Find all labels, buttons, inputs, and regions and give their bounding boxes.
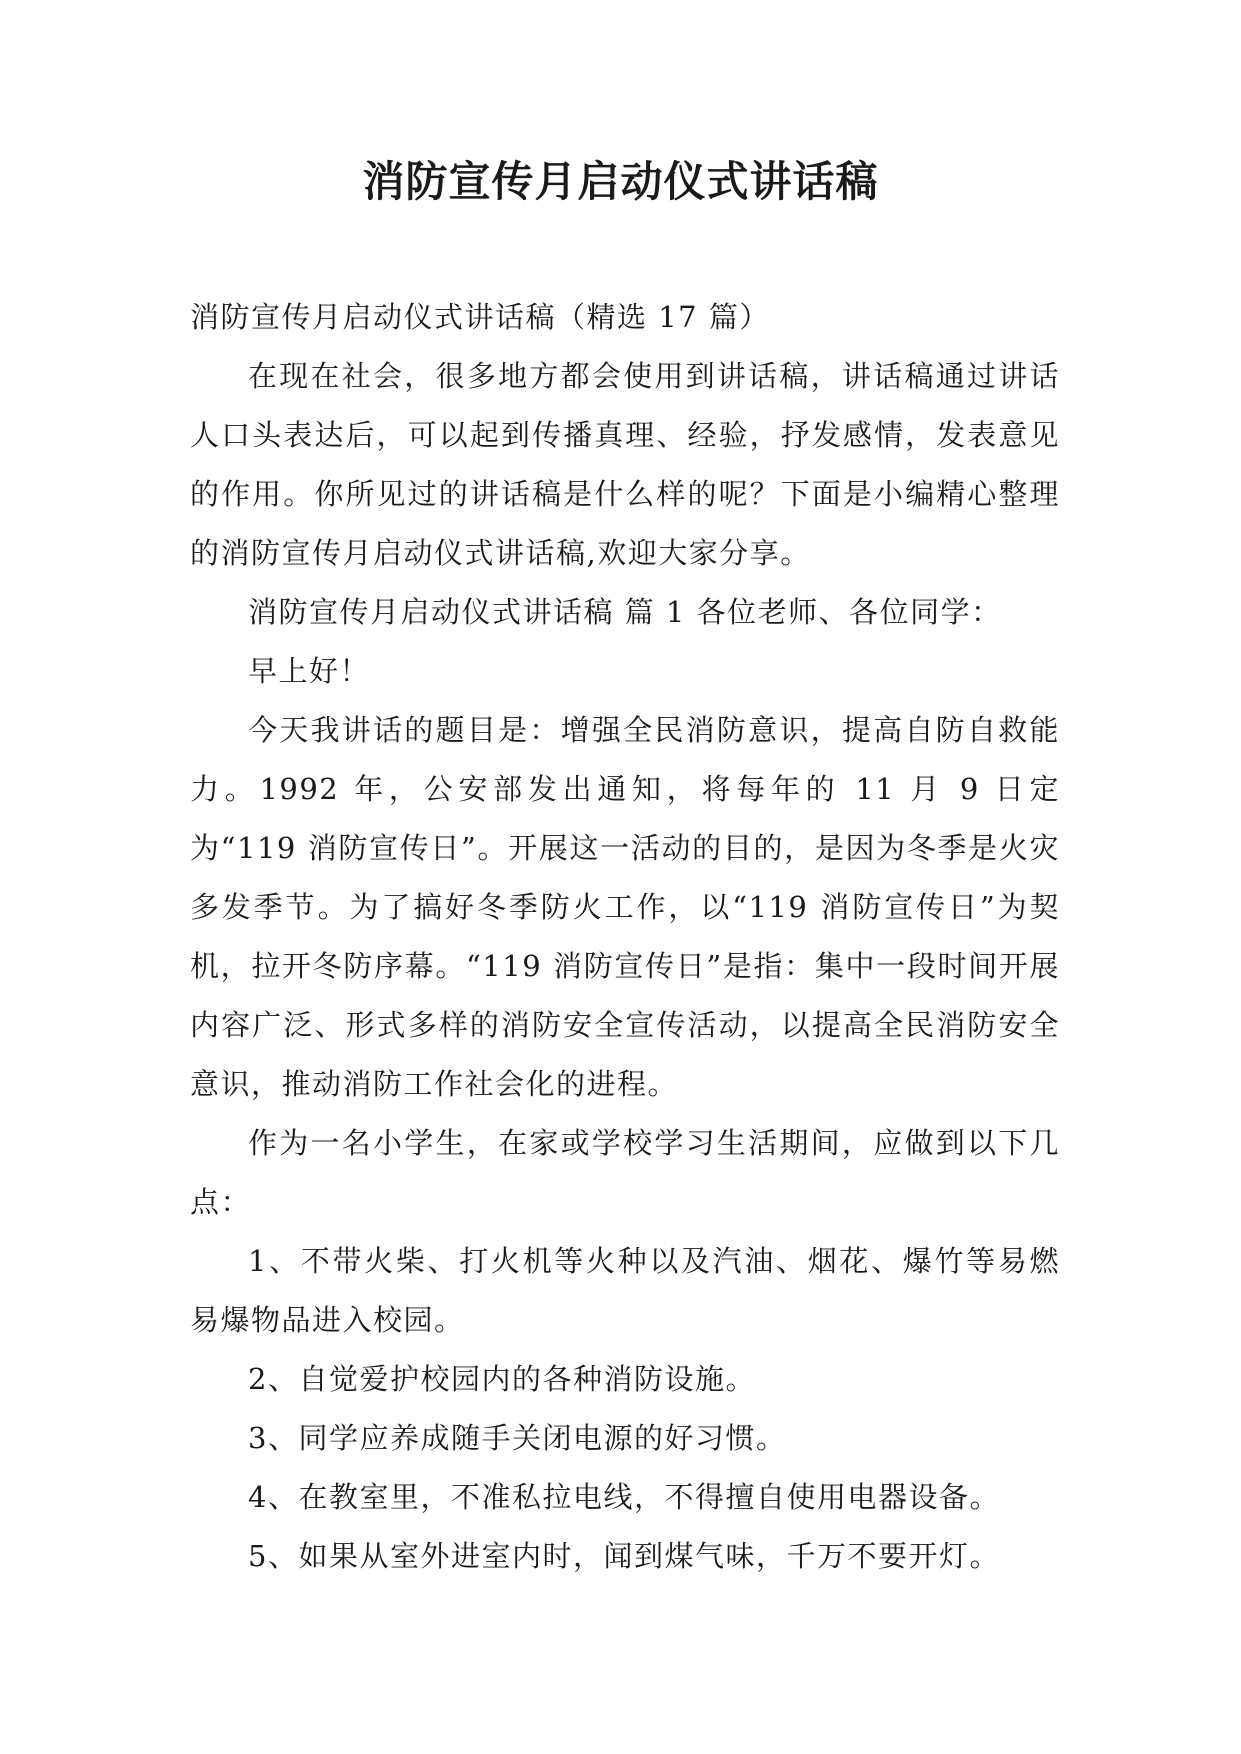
- paragraph-greeting: 早上好！: [248, 654, 371, 688]
- paragraph-intro: 在现在社会，很多地方都会使用到讲话稿，讲话稿通过讲话人口头表达后，可以起到传播真理、经验，抒发感情，发表意见的作用。你所见过的讲话稿是什么样的呢？下面是小编精心整理的消防宣传月启动仪式讲话稿,欢迎大家分享。: [190, 359, 1060, 570]
- list-item-point-4: 4、在教室里，不准私拉电线，不得擅自使用电器设备。: [248, 1480, 1000, 1514]
- paragraph-topic: 今天我讲话的题目是：增强全民消防意识，提高自防自救能力。1992 年，公安部发出通知，将每年的 11 月 9 日定为“119 消防宣传日”。开展这一活动的目的，是因为冬季是火灾多发季节。为了搞好冬季防火工作，以“119 消防宣传日”为契机，拉开冬防序幕。“119 消防宣传日”是指：集中一段时间开展内容广泛、形式多样的消防安全宣传活动，以提高全民消防安全意识，推动消防工作社会化的进程。: [190, 713, 1060, 1101]
- document-title: 消防宣传月启动仪式讲话稿: [362, 157, 879, 206]
- document-subtitle: 消防宣传月启动仪式讲话稿（精选 17 篇）: [190, 300, 770, 334]
- document-body: [190, 288, 1060, 1586]
- list-item-point-5: 5、如果从室外进室内时，闻到煤气味，千万不要开灯。: [248, 1539, 1000, 1573]
- list-item-point-1: 1、不带火柴、打火机等火种以及汽油、烟花、爆竹等易燃易爆物品进入校园。: [190, 1244, 1060, 1337]
- list-item-point-3: 3、同学应养成随手关闭电源的好习惯。: [248, 1421, 787, 1455]
- paragraph-section-heading: 消防宣传月启动仪式讲话稿 篇 1 各位老师、各位同学：: [248, 595, 1002, 629]
- paragraph-points-intro: 作为一名小学生，在家或学校学习生活期间，应做到以下几点：: [190, 1126, 1060, 1219]
- list-item-point-2: 2、自觉爱护校园内的各种消防设施。: [248, 1362, 756, 1396]
